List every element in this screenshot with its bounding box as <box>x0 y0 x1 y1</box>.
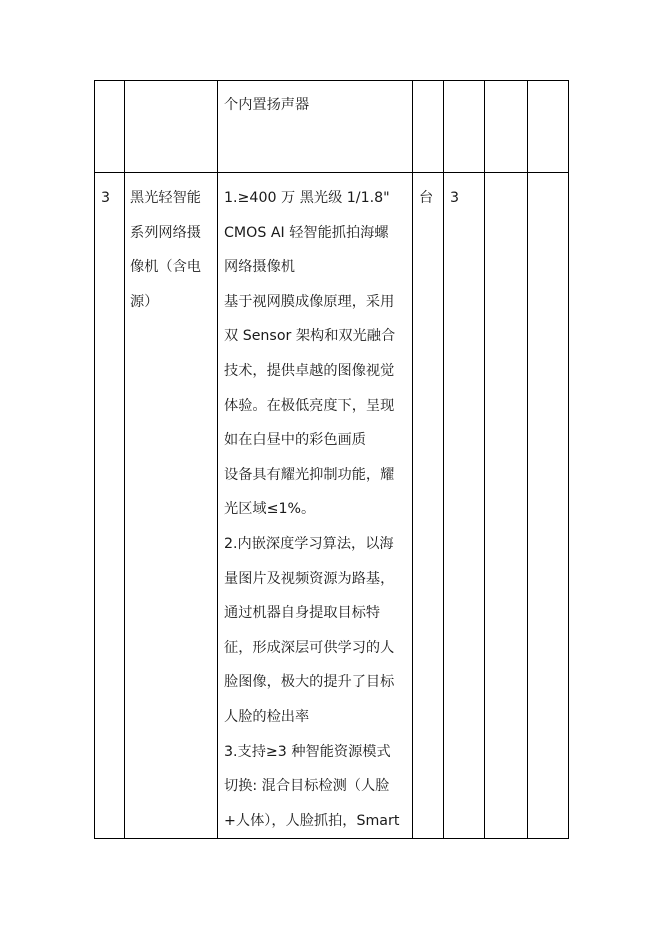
spec-line: 体验。在极低亮度下，呈现 <box>224 397 395 414</box>
spec-text <box>218 81 412 117</box>
name-line: 像机（含电 <box>130 259 201 276</box>
spec-line: 如在白昼中的彩色画质 <box>224 432 366 449</box>
unit-cell <box>413 81 444 173</box>
unit-value: 台 <box>419 190 434 206</box>
index-cell <box>95 173 125 839</box>
spec-line: 技术，提供卓越的图像视觉 <box>224 362 395 379</box>
spec-line: 1.≥400 万 黑光级 1/1.8" <box>224 190 390 206</box>
quantity-cell <box>444 173 485 839</box>
remark-cell <box>528 173 569 839</box>
table-row-continued <box>95 81 569 173</box>
spec-cell <box>218 81 413 173</box>
spec-line: 网络摄像机 <box>224 259 295 276</box>
spec-line: 设备具有耀光抑制功能，耀 <box>224 466 395 483</box>
spec-line: 光区域≤1%。 <box>224 501 316 518</box>
name-line: 系列网络摄 <box>130 224 201 241</box>
spec-line: +人体），人脸抓拍，Smart <box>224 812 400 829</box>
spec-line: 量图片及视频资源为路基， <box>224 570 395 587</box>
spec-cell <box>218 173 413 839</box>
quantity-cell <box>444 81 485 173</box>
spec-line: 2.内嵌深度学习算法，以海 <box>224 535 394 552</box>
spec-line: 双 Sensor 架构和双光融合 <box>224 328 396 345</box>
spec-line: 人脸的检出率 <box>224 708 310 725</box>
remark-cell <box>528 81 569 173</box>
unit-cell <box>413 173 444 839</box>
spec-line: 切换: 混合目标检测（人脸 <box>224 778 390 795</box>
name-line: 黑光轻智能 <box>130 190 201 206</box>
name-cell <box>125 173 218 839</box>
price-cell <box>485 81 528 173</box>
quantity-value: 3 <box>450 190 460 206</box>
name-cell <box>125 81 218 173</box>
spec-line: 通过机器自身提取目标特 <box>224 605 381 622</box>
spec-line: 个内置扬声器 <box>224 97 310 113</box>
spec-text <box>218 173 412 838</box>
name-line: 源） <box>130 293 159 310</box>
spec-line: CMOS AI 轻智能抓拍海螺 <box>224 224 389 241</box>
spec-line: 基于视网膜成像原理，采用 <box>224 293 395 310</box>
spec-table <box>94 80 569 839</box>
table-row-3 <box>95 173 569 839</box>
product-name <box>125 173 217 319</box>
spec-line: 3.支持≥3 种智能资源模式 <box>224 743 391 760</box>
row-index: 3 <box>101 190 111 206</box>
spec-line: 脸图像，极大的提升了目标 <box>224 674 395 691</box>
index-cell <box>95 81 125 173</box>
price-cell <box>485 173 528 839</box>
spec-line: 征，形成深层可供学习的人 <box>224 639 395 656</box>
